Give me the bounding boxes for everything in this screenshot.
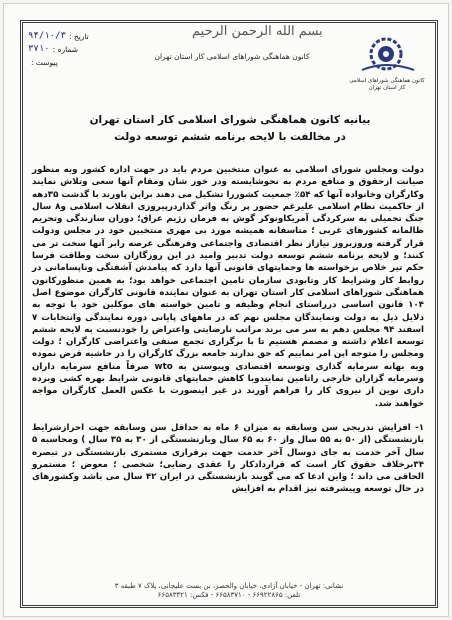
number-value: ۳۷۱۰ bbox=[28, 44, 50, 54]
body-paragraph-2: ۱- افزایش تدریجی سن وسابقه به میزان ۶ ماه به حداقل سن وسابقه جهت احرازشرایط بازنشستگی (از ۵۰ به ۵۵ سال واز ۶۰ به ۶۵ سال وبازنشستگی از ۳۰ به ۳۵ سال ) ومحاسبه ۵ سال آخر خدمت به جای دوسال آخر خدمت جهت برقراری مستمری بازنشستگی در تبصره ۳۴برخلاف حقوق کار است که قراردادکار را عقدی رضایی؛ شخصی ؛ معوض ؛ مستمرو الحاقی می داند ؛ واین ادعا که می گویند بازنشستگی در ایران ۴۲ سال می باشد وکشورهای در حال توسعه وپیشرفته نیز اقدام به افزایش bbox=[32, 422, 424, 495]
document-page bbox=[3, 3, 449, 617]
bismillah-calligraphy: بسم الله الرحمن الرحیم bbox=[192, 24, 323, 39]
letterhead-footer bbox=[20, 582, 438, 600]
statement-body bbox=[32, 164, 424, 496]
attachment-row bbox=[28, 56, 132, 69]
date-value: ۹۴/۱۰/۳ bbox=[28, 31, 66, 41]
attachment-label: پیوست : bbox=[31, 58, 58, 67]
body-paragraph-1: دولت ومجلس شورای اسلامی به عنوان منتخبین مردم باید در جهت اداره کشور وبه منظور صیانت ازحقوق و منافع مردم به نحوشایسته ودر خور شان ومقام آنها سعی وتلاش نمایند وکارگران وخانواده آنها که ۵۴٪ جمعیت کشوررا تشکیل می دهند براین باورند با گذشت ۳۵دهه از حاکمیت نظام اسلامی علیرغم حضور پر رنگ واثر گذاردرپیروزی انقلاب اسلامی و۸ سال جنگ تحمیلی به سرکردگی آمریکاونوکر گوش به فرمان رژیم عراق؛ دوران سازندگی وتحریم ظالمانه کشورهای غربی ؛ متاسفانه همیشه مورد بی مهری منتخبین خود در مجلس ودولت قرار گرفته وروزبروز نیازاز نظر اقتصادی واجتماعی وفرهنگی عرصه رابر آنها سخت تر می کنند؛ و لایحه برنامه ششم توسعه دولت تدبیر وامید در این روزگاران سخت وطاقت فرسا حکم تیر خلاص برخواسته ها وحمایتهای قانونی آنها دارد که پیامدش آشفتگی وناپسامانی در روابط کار وشرایط کار وتابودی سازمان تامین اجتماعی خواهد بود؛ به همین منظورکانون هماهنگی شوراهای اسلامی کار استان تهران به عنوان نماینده قانونی کارگران موضوع اصل ۱۰۴ قانون اساسی درراستای انجام وظیفه و تامین خواسته های موکلین خود با توجه به دلایل ذیل به دولت ونمایندگان مجلس نهم که در ماههای پایانی دوره نمایندگی وانتخابات ۷ اسفند ۹۴ مجلس دهم به سر می برند مراتب نارضایتی واعتراض را خودنسبت به لایحه ششم توسعه اعلام داشته و مصمم هستیم تا با برگزاری تجمع صنفی واعتراضی کارگران ؛ دولت ومجلس را متوجه این امر نماییم که حق ندارند جامعه بزرگ کارگران را در حاشیه قرض نموده وبه بهانه سرمایه گذاری وتوسعه اقتصادی وپیوستن به wto صرفاً منافع سرمایه داران وسرمایه گزاران خارجی راتامین نمایندوبا کاهش حمایتهای قانونی شرایط بهره کشی وبرده داری نوین از نیروی کار را فراهم آورند در غیر اینصورت با عکس العمل کارگران مواجه خواهند شد. bbox=[32, 165, 424, 409]
statement-title bbox=[44, 112, 416, 146]
title-line-2: در مخالفت با لایحه برنامه ششم توسعه دولت bbox=[114, 131, 346, 143]
logo-caption: کانون هماهنگی شوراهای اسلامی کار استان تهران bbox=[349, 78, 425, 91]
footer-address: نشانی: تهران - خیابان آزادی، خیابان والحصر، بن بست علیجانی، پلاک ۷ طبقه ۳ bbox=[114, 582, 344, 590]
title-line-1: بیانیه کانون هماهنگی شورای اسلامی کار استان تهران bbox=[89, 114, 371, 126]
date-row bbox=[28, 30, 132, 43]
organization-logo bbox=[356, 30, 420, 78]
date-label: تاریخ : bbox=[68, 32, 89, 41]
number-row bbox=[28, 43, 132, 56]
number-label: شماره : bbox=[52, 45, 79, 54]
footer-phones: تلفن: ۶۶۹۲۲۸۶۵ - ۶۶۵۸۳۷۱۰ - فکس: ۶۶۵۸۳۳۲۱ bbox=[157, 591, 301, 599]
letterhead-org-name: کانون هماهنگی شوراهای اسلامی کار استان تهران bbox=[154, 52, 310, 61]
letter-meta bbox=[28, 30, 132, 69]
